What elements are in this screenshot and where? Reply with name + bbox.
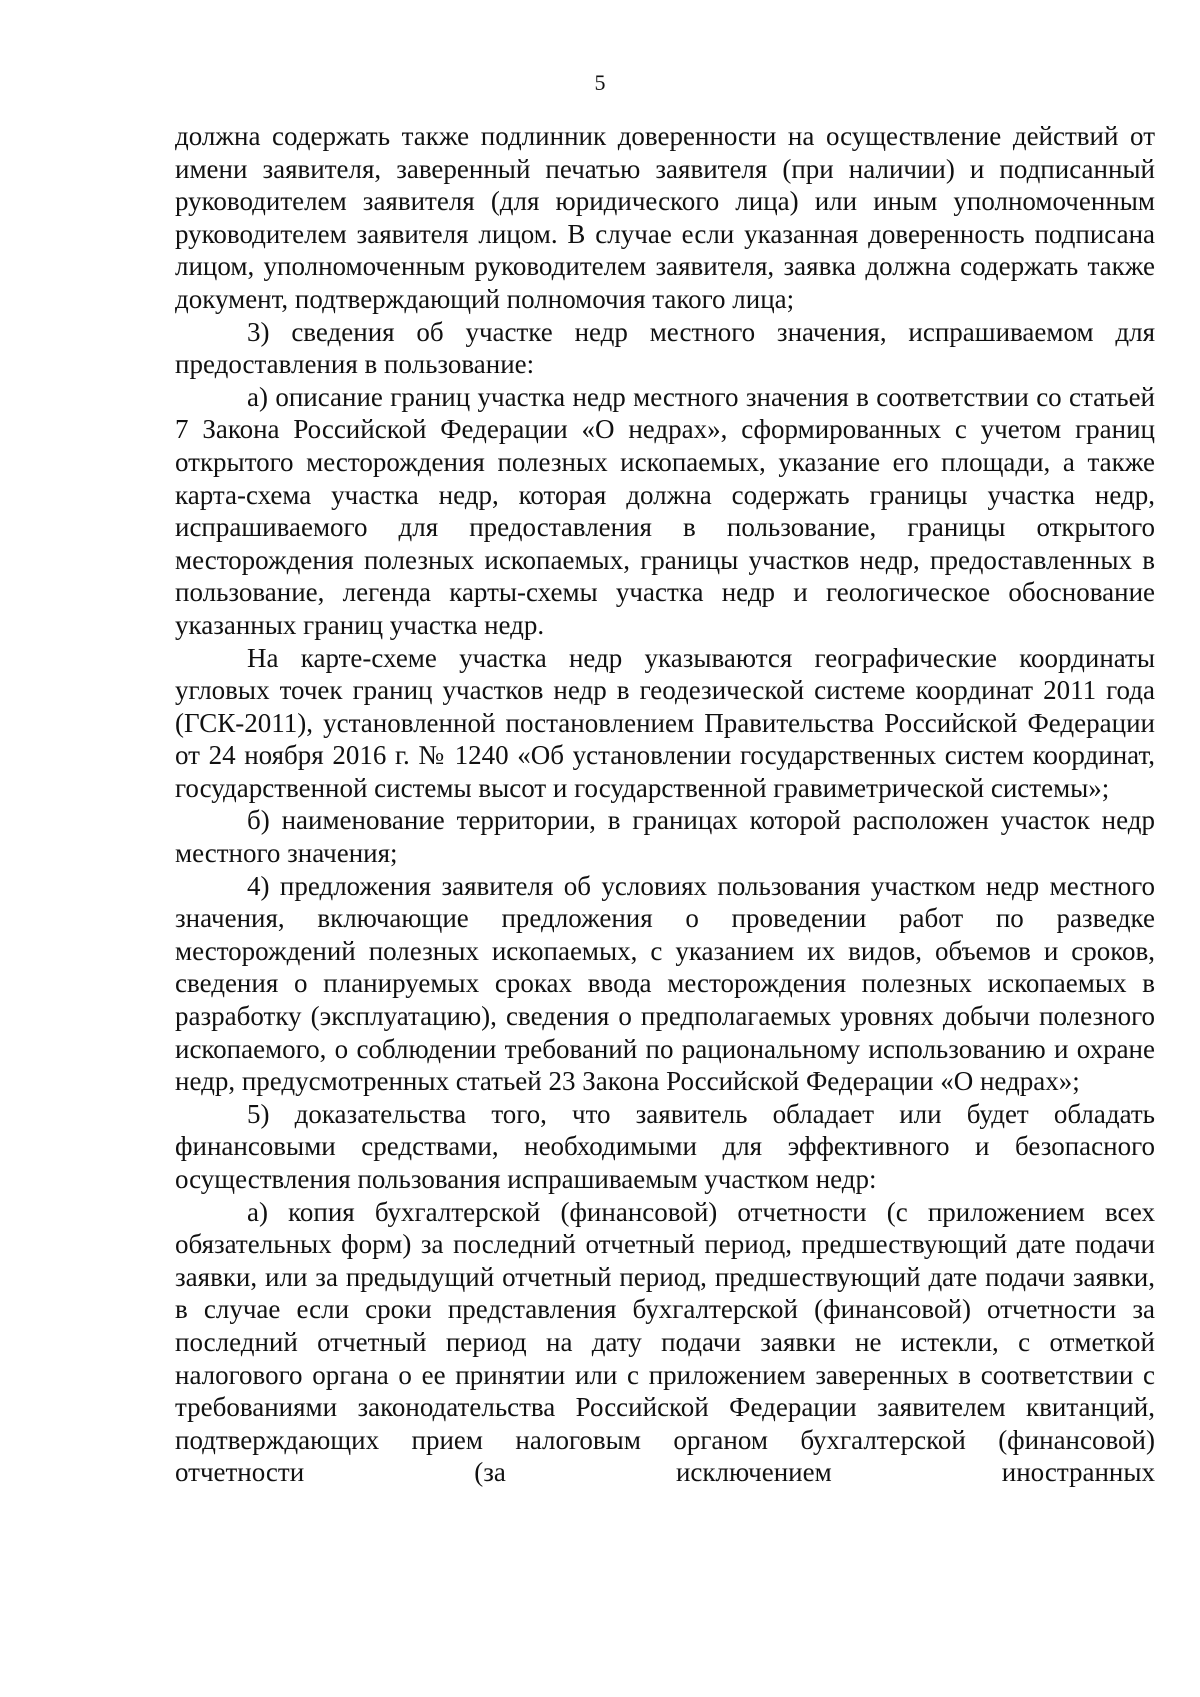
paragraph-item-5a: а) копия бухгалтерской (финансовой) отчетности (с приложением всех обязательных форм) за последний отчетный период, предшествующий дате подачи заявки, или за предыдущий отчетный период, предшествующий дате подачи заявки, в случае если сроки представления бухгалтерской (финансовой) отчетности за последний отчетный период на дату подачи заявки не истекли, с отметкой налогового органа о ее принятии или с приложением заверенных в соответствии с требованиями законодательства Российской Федерации заявителем квитанций, подтверждающих прием налоговым органом бухгалтерской (финансовой) отчетности (за исключением иностранных (175, 1196, 1155, 1488)
paragraph-map-coordinates: На карте-схеме участка недр указываются географические координаты угловых точек границ участков недр в геодезической системе координат 2011 года (ГСК-2011), установленной постановлением Правительства Российской Федерации от 24 ноября 2016 г. № 1240 «Об установлении государственных систем координат, государственной системы высот и государственной гравиметрической системы»; (175, 642, 1155, 803)
paragraph-power-of-attorney: должна содержать также подлинник доверенности на осуществление действий от имени заявителя, заверенный печатью заявителя (при наличии) и подписанный руководителем заявителя (для юридического лица) или иным уполномоченным руководителем заявителя лицом. В случае если указанная доверенность подписана лицом, уполномоченным руководителем заявителя, заявка должна содержать также документ, подтверждающий полномочия такого лица; (175, 121, 1155, 314)
document-body (175, 120, 1155, 1489)
paragraph-item-4: 4) предложения заявителя об условиях пользования участком недр местного значения, включающие предложения о проведении работ по разведке месторождений полезных ископаемых, с указанием их видов, объемов и сроков, сведения о планируемых сроках ввода месторождения полезных ископаемых в разработку (эксплуатацию), сведения о предполагаемых уровнях добычи полезного ископаемого, о соблюдении требований по рациональному использованию и охране недр, предусмотренных статьей 23 Закона Российской Федерации «О недрах»; (175, 870, 1155, 1097)
paragraph-item-3: 3) сведения об участке недр местного значения, испрашиваемом для предоставления в пользование: (175, 316, 1155, 380)
paragraph-item-3a: а) описание границ участка недр местного значения в соответствии со статьей 7 Закона Российской Федерации «О недрах», сформированных с учетом границ открытого месторождения полезных ископаемых, указание его площади, а также карта-схема участка недр, которая должна содержать границы участка недр, испрашиваемого для предоставления в пользование, границы открытого месторождения полезных ископаемых, границы участков недр, предоставленных в пользование, легенда карты-схемы участка недр и геологическое обоснование указанных границ участка недр. (175, 381, 1155, 640)
page-number: 5 (594, 70, 606, 95)
paragraph-item-5: 5) доказательства того, что заявитель обладает или будет обладать финансовыми средствами, необходимыми для эффективного и безопасного осуществления пользования испрашиваемым участком недр: (175, 1098, 1155, 1194)
paragraph-item-3b: б) наименование территории, в границах которой расположен участок недр местного значения; (175, 805, 1155, 869)
